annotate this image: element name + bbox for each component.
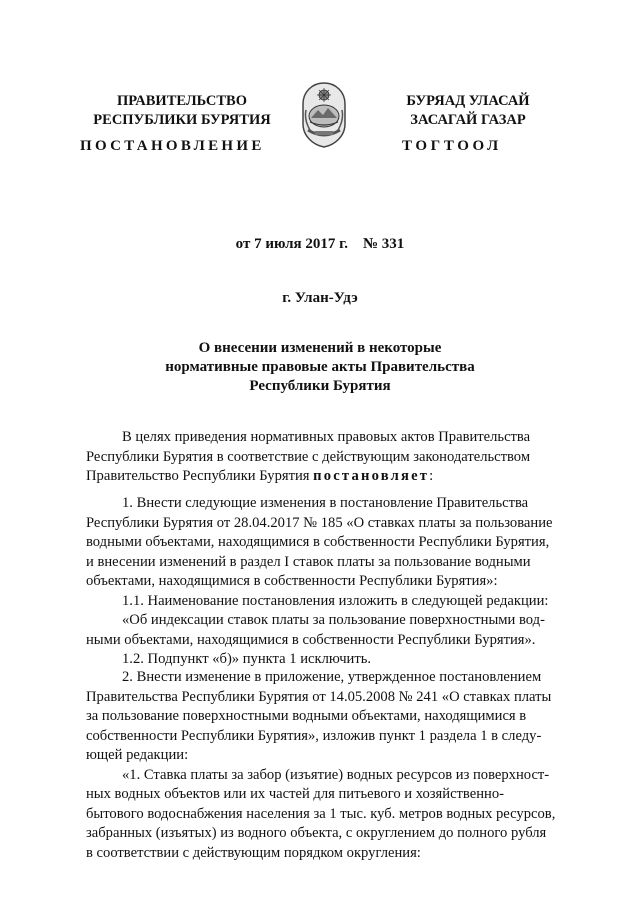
item2-line: за пользование поверхностными водными объектами, находящимися в xyxy=(86,708,527,724)
issuer-bua-line2: ЗАСАГАЙ ГАЗАР xyxy=(410,112,526,128)
doc-type-bua: ТОГТООЛ xyxy=(402,138,502,154)
item1-subpoint-1: 1.1. Наименование постановления изложить в следующей редакции: xyxy=(122,592,549,609)
item2-quote-line: в соответствии с действующим порядком округления: xyxy=(86,844,421,861)
city: г. Улан-Удэ xyxy=(282,290,358,306)
item2-line: 2. Внести изменение в приложение, утвержденное постановлением xyxy=(122,669,542,685)
preamble-line: В целях приведения нормативных правовых актов Правительства xyxy=(122,429,531,445)
preamble-line3-end: : xyxy=(429,468,434,484)
date-number: от 7 июля 2017 г. № 331 xyxy=(235,236,405,252)
issuer-ru-line2: РЕСПУБЛИКИ БУРЯТИЯ xyxy=(93,112,271,128)
title-line1: О внесении изменений в некоторые xyxy=(198,340,442,356)
title-line3: Республики Бурятия xyxy=(249,378,391,394)
preamble-line3-text: Правительство Республики Бурятия xyxy=(86,468,314,484)
item2-quote-line: забранных (изъятых) из водного объекта, с округлением до полного рубля xyxy=(86,825,547,841)
issuer-bua-line1: БУРЯАД УЛАСАЙ xyxy=(406,93,530,109)
coat-of-arms-icon xyxy=(294,80,354,150)
item2-quote-line: бытового водоснабжения населения за 1 тыс. куб. метров водных ресурсов, xyxy=(86,805,556,822)
doc-type-ru: ПОСТАНОВЛЕНИЕ xyxy=(80,138,265,154)
preamble xyxy=(86,428,572,487)
item-1 xyxy=(86,494,572,670)
item1-line: и внесении изменений в раздел I ставок платы за пользование водными xyxy=(86,553,531,570)
item2-line: Правительства Республики Бурятия от 14.05.2008 № 241 «О ставках платы xyxy=(86,688,552,705)
item1-line: водными объектами, находящимися в собственности Республики Бурятия, xyxy=(86,534,550,550)
item1-quote-line: «Об индексации ставок платы за пользование поверхностными вод- xyxy=(122,612,545,628)
issuer-bua xyxy=(388,92,548,130)
document-title xyxy=(120,339,520,396)
item-2 xyxy=(86,668,572,863)
item1-line: объектами, находящимися в собственности Республики Бурятия»: xyxy=(86,573,498,589)
item1-line: 1. Внести следующие изменения в постановление Правительства xyxy=(122,495,529,511)
title-line2: нормативные правовые акты Правительства xyxy=(165,359,475,375)
issuer-ru-line1: ПРАВИТЕЛЬСТВО xyxy=(117,93,247,109)
preamble-line: Республики Бурятия в соответствие с действующим законодательством xyxy=(86,448,531,465)
enacting-word: постановляет xyxy=(313,468,430,484)
item1-subpoint-2: 1.2. Подпункт «б)» пункта 1 исключить. xyxy=(122,651,372,667)
preamble-line xyxy=(86,467,572,487)
item2-quote-line: ных водных объектов или их частей для питьевого и хозяйственно- xyxy=(86,786,504,802)
item2-line: собственности Республики Бурятия», изложив пункт 1 раздела 1 в следу- xyxy=(86,727,542,744)
issuer-ru xyxy=(88,92,276,130)
item1-line: Республики Бурятия от 28.04.2017 № 185 «О ставках платы за пользование xyxy=(86,514,553,531)
item2-quote-line: «1. Ставка платы за забор (изъятие) водных ресурсов из поверхност- xyxy=(122,766,550,783)
item2-line: ющей редакции: xyxy=(86,747,189,763)
item1-quote-line: ными объектами, находящимися в собственности Республики Бурятия». xyxy=(86,631,536,648)
